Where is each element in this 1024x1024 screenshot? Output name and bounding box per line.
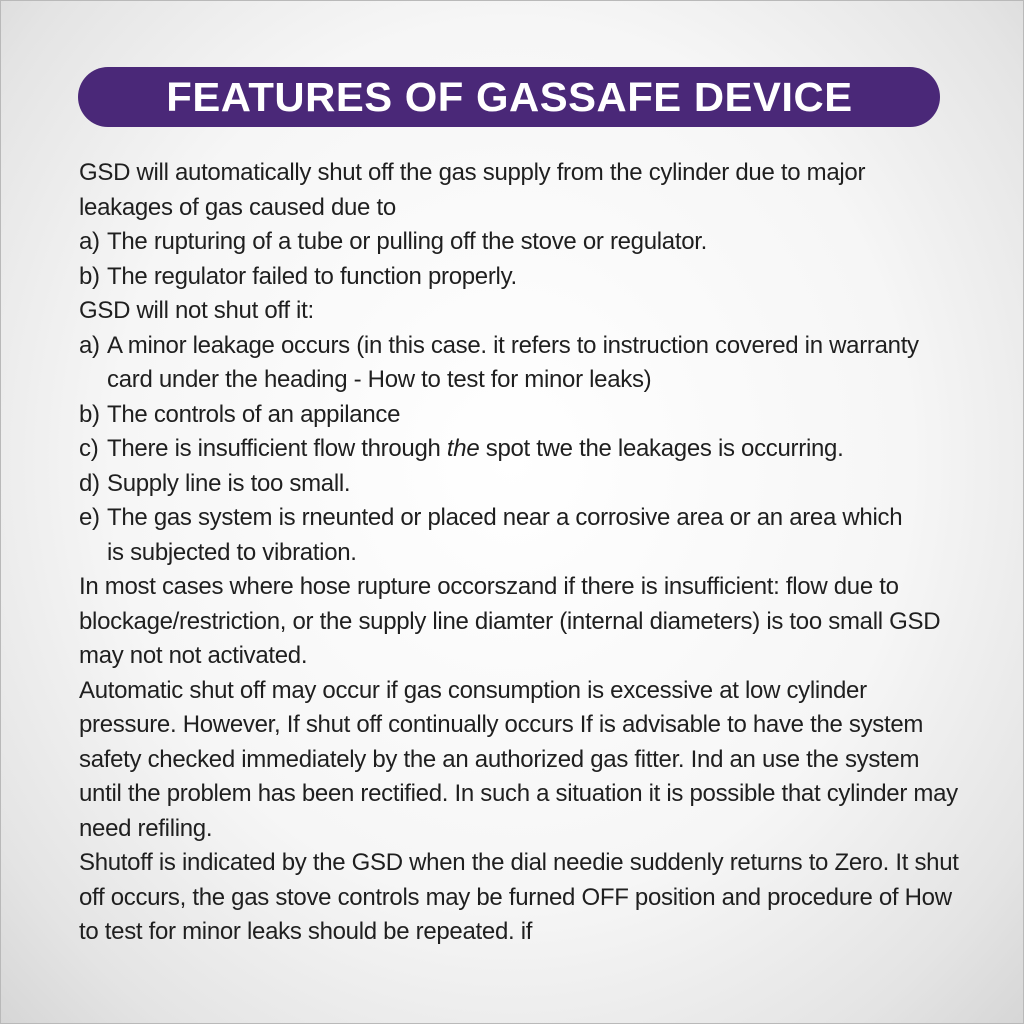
list-item-text: The gas system is rneunted or placed near a corrosive area or an area which is subjected to vibration.	[107, 504, 903, 566]
features-body	[79, 156, 959, 950]
shutoff-cause-item	[79, 225, 959, 260]
no-shutoff-heading: GSD will not shut off it:	[79, 297, 314, 324]
title-banner	[78, 67, 940, 127]
intro-paragraph: GSD will automatically shut off the gas supply from the cylinder due to major leakages of gas caused due to	[79, 159, 866, 221]
list-item-text: The rupturing of a tube or pulling off the stove or regulator.	[107, 228, 708, 255]
list-marker: c)	[79, 435, 99, 462]
shutoff-cause-item	[79, 260, 959, 295]
list-marker: a)	[79, 331, 100, 359]
shutoff-indication-paragraph: Shutoff is indicated by the GSD when the dial needie suddenly returns to Zero. It shut off occurs, the gas stove controls may be furned OFF position and procedure of How to test for minor leaks should be repeated. if	[79, 849, 959, 945]
list-marker: b)	[79, 262, 100, 290]
list-marker: e)	[79, 504, 100, 531]
list-item-text: The controls of an appilance	[107, 400, 401, 428]
text-segment: There is insufficient flow through	[107, 435, 447, 462]
list-item-text: Supply line is too small.	[107, 469, 351, 497]
no-shutoff-item	[79, 329, 959, 398]
no-shutoff-item	[79, 432, 959, 467]
list-marker: b)	[79, 400, 100, 428]
no-shutoff-item	[79, 501, 959, 570]
automatic-shutoff-paragraph: Automatic shut off may occur if gas consumption is excessive at low cylinder pressure. However, If shut off continually occurs If is advisable to have the system safety checked immediately by the an authorized gas fitter. Ind an use the system until the problem has been rectified. In such a situation it is possible that cylinder may need refiling.	[79, 676, 958, 842]
italic-text: the	[446, 435, 480, 462]
list-item-text: A minor leakage occurs (in this case. it refers to instruction covered in warranty card under the heading - How to test for minor leaks)	[107, 331, 919, 393]
list-marker: a)	[79, 228, 100, 255]
hose-rupture-paragraph: In most cases where hose rupture occorszand if there is insufficient: flow due to blockage/restriction, or the supply line diamter (internal diameters) is too small GSD may not not activated.	[79, 573, 941, 669]
text-segment: spot twe the leakages is occurring.	[479, 435, 844, 462]
list-marker: d)	[79, 469, 100, 497]
page-title: FEATURES OF GASSAFE DEVICE	[165, 73, 853, 120]
no-shutoff-item	[79, 398, 959, 433]
no-shutoff-item	[79, 467, 959, 502]
list-item-text: The regulator failed to function properly.	[107, 262, 517, 290]
list-item-text	[107, 432, 959, 467]
